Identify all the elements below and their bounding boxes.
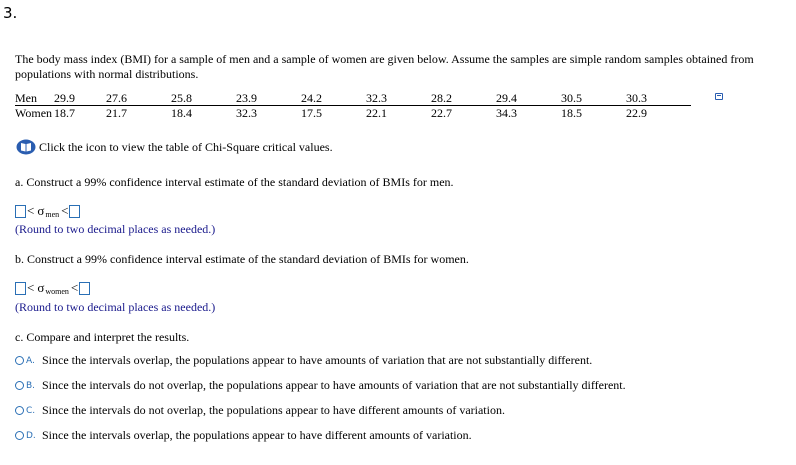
sigma-subscript-men: men [45,210,60,219]
option-letter: A. [26,355,35,366]
part-a-interval [15,203,80,219]
women-lower-bound-input[interactable] [15,282,26,295]
option-d[interactable] [15,428,472,443]
table-cell: 25.8 [171,91,236,106]
radio-button[interactable] [15,406,24,415]
table-cell: 22.1 [366,106,387,120]
table-cell: 18.7 [54,106,75,120]
option-text: Since the intervals do not overlap, the populations appear to have different amounts of variation. [42,403,505,417]
less-than-sign: < [27,280,35,295]
row-label-men: Men [15,91,54,106]
book-icon[interactable] [16,139,36,155]
copy-data-icon[interactable] [715,93,723,100]
bmi-data-table [15,91,691,120]
part-b-label: b. Construct a 99% confidence interval estimate of the standard deviation of BMIs for women. [15,252,469,266]
option-b[interactable] [15,378,626,393]
part-b-hint: (Round to two decimal places as needed.) [15,300,216,314]
part-b-interval [15,280,90,296]
table-cell: 30.3 [626,91,691,106]
men-upper-bound-input[interactable] [69,205,80,218]
table-cell: 32.3 [366,91,431,106]
table-cell: 21.7 [106,106,127,120]
table-row-men [15,91,691,106]
problem-statement: The body mass index (BMI) for a sample of men and a sample of women are given below. Assume the samples are simple random samples obtained from populations with normal distributions. [15,52,754,81]
table-cell: 30.5 [561,91,626,106]
option-letter: B. [26,380,36,391]
option-a[interactable] [15,353,592,368]
table-cell: 27.6 [106,91,171,106]
table-cell: 34.3 [496,106,517,120]
chi-square-info [16,139,333,155]
less-than-sign: < [61,203,69,218]
table-cell: 23.9 [236,91,301,106]
men-lower-bound-input[interactable] [15,205,26,218]
table-cell: 29.9 [54,91,106,106]
radio-button[interactable] [15,381,24,390]
row-label-women: Women [15,106,53,120]
table-cell: 18.4 [171,106,192,120]
table-row-women [15,106,691,121]
option-letter: C. [26,405,36,416]
table-cell: 17.5 [301,106,322,120]
option-text: Since the intervals overlap, the populations appear to have amounts of variation that are not substantially different. [42,353,593,367]
less-than-sign: < [27,203,35,218]
part-a-label: a. Construct a 99% confidence interval estimate of the standard deviation of BMIs for men. [15,175,454,189]
less-than-sign: < [70,280,79,295]
option-text: Since the intervals do not overlap, the populations appear to have amounts of variation that are not substantially different. [42,378,626,392]
sigma-symbol: σ [37,280,45,295]
part-c-label: c. Compare and interpret the results. [15,330,190,344]
table-cell: 24.2 [301,91,366,106]
option-letter: D. [26,430,36,441]
option-c[interactable] [15,403,505,418]
radio-button[interactable] [15,431,24,440]
table-cell: 32.3 [236,106,257,120]
table-cell: 22.9 [626,106,647,120]
sigma-subscript-women: women [45,287,69,296]
radio-button[interactable] [15,356,24,365]
question-number: 3. [3,4,18,22]
women-upper-bound-input[interactable] [79,282,90,295]
table-cell: 29.4 [496,91,561,106]
sigma-symbol: σ [37,203,45,218]
part-a-hint: (Round to two decimal places as needed.) [15,222,216,236]
sigma-men [37,203,59,219]
option-text: Since the intervals overlap, the populations appear to have different amounts of variation. [42,428,472,442]
table-cell: 18.5 [561,106,582,120]
sigma-women [37,280,69,296]
chi-square-info-text: Click the icon to view the table of Chi-Square critical values. [39,139,333,154]
table-cell: 28.2 [431,91,496,106]
table-cell: 22.7 [431,106,452,120]
